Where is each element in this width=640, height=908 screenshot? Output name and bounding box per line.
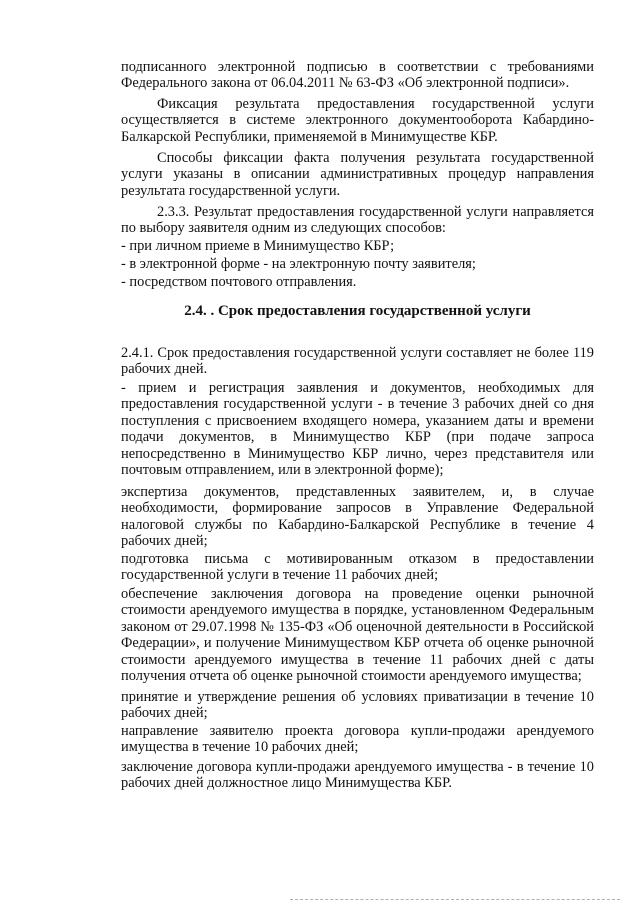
section-heading-2-4: 2.4. . Срок предоставления государственной услуги (184, 303, 531, 319)
paragraph-fixation-methods: Способы фиксации факта получения результата государственной услуги указаны в описании административных процедур направления результата государственной услуги. (121, 150, 594, 199)
paragraph-2-3-3: 2.3.3. Результат предоставления государственной услуги направляется по выбору заявителя одним из следующих способов: (121, 204, 594, 237)
list-item-in-person: - при личном приеме в Минимущество КБР; (121, 238, 395, 254)
paragraph-contract-conclusion: заключение договора купли-продажи арендуемого имущества - в течение 10 рабочих дней должностное лицо Минимущества КБР. (121, 759, 594, 792)
scan-artifact-line (290, 899, 620, 900)
paragraph-document-expertise: экспертиза документов, представленных заявителем, и, в случае необходимости, формирование запросов в Управление Федеральной налоговой службы по Кабардино-Балкарской Республике в течение 4 рабочих дней; (121, 484, 594, 550)
paragraph-2-4-1: 2.4.1. Срок предоставления государственной услуги составляет не более 119 рабочих дней. (121, 345, 594, 378)
paragraph-draft-contract: направление заявителю проекта договора купли-продажи арендуемого имущества в течение 10 рабочих дней; (121, 723, 594, 756)
list-item-postal: - посредством почтового отправления. (121, 274, 357, 290)
paragraph-result-fixation: Фиксация результата предоставления государственной услуги осуществляется в системе электронного документооборота Кабардино-Балкарской Республики, применяемой в Минимуществе КБР. (121, 96, 594, 145)
paragraph-signature-requirements: подписанного электронной подписью в соответствии с требованиями Федерального закона от 06.04.2011 № 63-ФЗ «Об электронной подписи». (121, 59, 594, 92)
list-item-electronic: - в электронной форме - на электронную почту заявителя; (121, 256, 476, 272)
paragraph-reception-registration: - прием и регистрация заявления и документов, необходимых для предоставления государственной услуги - в течение 3 рабочих дней со дня поступления с присвоением входящего номера, указанием даты и времени подачи документов, в Минимущество КБР (при подаче запроса непосредственно в Минимущество КБР лично, через представителя или почтовым отправлением, или в электронной форме); (121, 380, 594, 479)
paragraph-privatization-decision: принятие и утверждение решения об условиях приватизации в течение 10 рабочих дней; (121, 689, 594, 722)
paragraph-refusal-letter: подготовка письма с мотивированным отказом в предоставлении государственной услуги в течение 11 рабочих дней; (121, 551, 594, 584)
paragraph-valuation-contract: обеспечение заключения договора на проведение оценки рыночной стоимости арендуемого имущества в порядке, установленном Федеральным законом от 29.07.1998 № 135-ФЗ «Об оценочной деятельности в Российской Федерации», и получение Минимуществом КБР отчета об оценке рыночной стоимости арендуемого имущества в течение 11 рабочих дней с даты получения отчета об оценке рыночной стоимости арендуемого имущества; (121, 586, 594, 685)
